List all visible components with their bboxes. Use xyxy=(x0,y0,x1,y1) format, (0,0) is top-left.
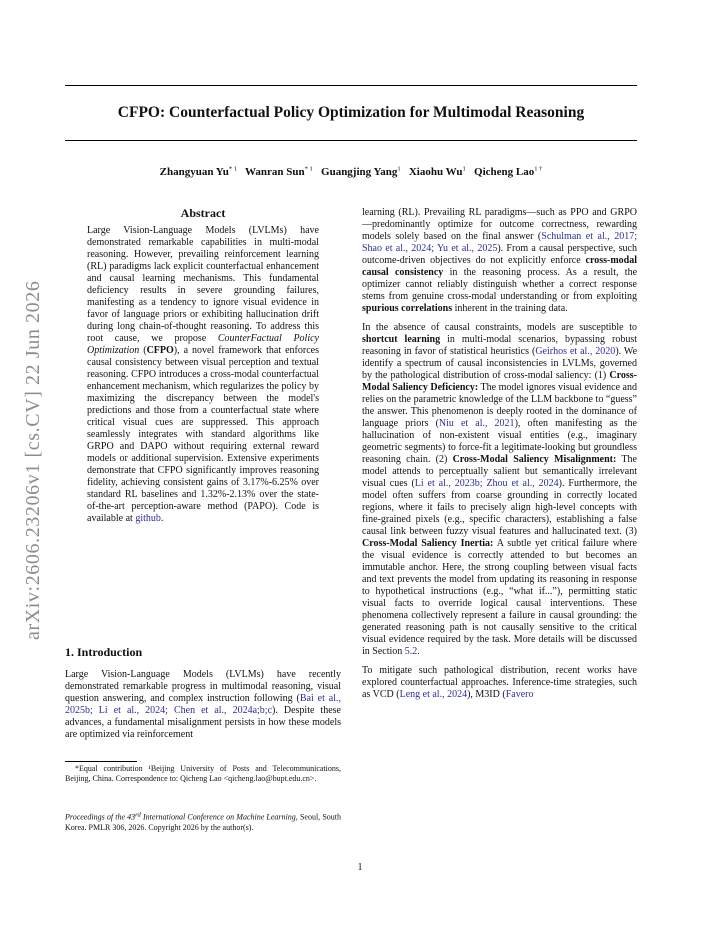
top-rule xyxy=(65,85,637,86)
footnote-rule xyxy=(65,761,137,762)
abstract-section xyxy=(87,207,319,525)
author-list xyxy=(65,165,637,178)
footnote: *Equal contribution ¹Beijing University of Posts and Telecommunications, Beijing, China. Correspondence to: Qicheng Lao <qicheng.lao@bupt.edu.cn>. xyxy=(65,764,341,783)
author: Wanran Sun$^{* 1}$ xyxy=(245,165,313,178)
author: Xiaohu Wu$^1$ xyxy=(408,165,466,178)
citation-link[interactable]: Li et al., 2023b; Zhou et al., 2024 xyxy=(414,478,559,489)
author: Guangjing Yang$^1$ xyxy=(321,165,401,178)
github-link[interactable]: github xyxy=(135,513,161,524)
author: Zhangyuan Yu$^{* 1}$ xyxy=(159,165,237,178)
proceedings-note: Proceedings of the 43rd International Conference on Machine Learning, Seoul, South Korea. PMLR 306, 2026. Copyright 2026 by the author(s). xyxy=(65,811,341,832)
abstract-heading: Abstract xyxy=(180,206,226,220)
citation-link[interactable]: Favero xyxy=(505,689,534,700)
abstract-text: Large Vision-Language Models (LVLMs) have demonstrated remarkable capabilities in multi-modal reasoning. However, prevailing reinforcement learning (RL) paradigms lack explicit counterfactual enhancement and causal learning mechanisms. This fundamental deficiency results in severe grounding failures, manifesting as a tendency to ignore visual evidence in favor of language priors or exhibiting hallucination drift during long chain-of-thought reasoning. To address this root cause, we propose CounterFactual Policy Optimization (CFPO), a novel framework that enforces causal consistency between visual perception and textual reasoning. CFPO introduces a cross-modal counterfactual enhancement mechanism, which regularizes the policy by maximizing the discrepancy between the model's predictions and those from a counterfactual state where critical visual cues are suppressed. This approach seamlessly integrates with standard algorithms like GRPO and DAPO without requiring external reward models or additional supervision. Extensive experiments demonstrate that CFPO significantly improves reasoning fidelity, achieving consistent gains of 3.17%-6.25% over standard RL baselines and 1.32%-2.13% over the state-of-the-art perception-aware method (PAPO). Code is available at github. xyxy=(87,225,319,524)
citation-link[interactable]: Schulman et al., 2017; Shao et al., 2024; Yu et al., 2025 xyxy=(362,231,638,254)
right-column-text xyxy=(362,207,637,708)
paragraph: In the absence of causal constraints, models are susceptible to shortcut learning in multi-modal scenarios, bypassing robust reasoning in favor of statistical heuristics (Geirhos et al., 2020). We identify a spectrum of causal inconsistencies in LVLMs, governed by the pathological distribution of cross-modal saliency: (1) Cross-Modal Saliency Deficiency: The model ignores visual evidence and relies on the parametric knowledge of the LLM backbone to “guess” the answer. This phenomenon is deeply rooted in the dominance of language priors (Niu et al., 2021), often manifesting as the hallucination of non-existent visual entities (e.g., imaginary geometric segments) to force-fit a legitimate-looking but groundless reasoning chain. (2) Cross-Modal Saliency Misalignment: The model attends to perceptually salient but semantically irrelevant visual cues (Li et al., 2023b; Zhou et al., 2024). Furthermore, the model often suffers from coarse grounding in correctly located regions, where it fails to precisely align high-level concepts with fine-grained pixels (e.g., specific characters), establishing a false causal link between fuzzy visual features and hallucinated text. (3) Cross-Modal Saliency Inertia: A subtle yet critical failure where the visual evidence is correctly attended to but becomes an immutable anchor. Here, the strong coupling between visual facts and text prevents the model from updating its reasoning in response to hypothetical instructions (e.g., “what if...”), permitting static visual facts to override logical causal interventions. These phenomena collectively represent a failure in causal grounding: the generated reasoning path is not causally sensitive to the critical visual evidence required by the task. More details will be discussed in Section 5.2. xyxy=(362,322,638,657)
citation-link[interactable]: Niu et al., 2021 xyxy=(438,418,515,429)
page-number: 1 xyxy=(357,862,363,873)
paragraph: To mitigate such pathological distribution, recent works have explored counterfactual approaches. Inference-time strategies, such as VCD (Leng et al., 2024), M3ID (Favero xyxy=(362,665,637,700)
title-bottom-rule xyxy=(65,140,637,141)
paragraph: learning (RL). Prevailing RL paradigms—such as PPO and GRPO—predominantly optimize for outcome correctness, rewarding models solely based on the final answer (Schulman et al., 2017; Shao et al., 2024; Yu et al., 2025). From a causal perspective, such outcome-driven objectives do not explicitly enforce cross-modal causal consistency in the reasoning process. As a result, the optimizer cannot reliably distinguish whether a correct response stems from genuine cross-modal understanding or from exploiting spurious correlations inherent in the training data. xyxy=(362,207,638,314)
section-link[interactable]: 5.2 xyxy=(404,646,418,657)
arxiv-identifier: arXiv:2606.23206v1 [cs.CV] 22 Jun 2026 xyxy=(22,280,44,640)
section-heading-introduction: 1. Introduction xyxy=(65,645,143,659)
paper-title: CFPO: Counterfactual Policy Optimization for Multimodal Reasoning xyxy=(117,104,585,121)
author: Qicheng Lao$^{1 \dagger}$ xyxy=(474,165,543,178)
citation-link[interactable]: Leng et al., 2024 xyxy=(399,689,468,700)
citation-link[interactable]: Bai et al., 2025b; Li et al., 2024; Chen et al., 2024a;b;c xyxy=(65,693,341,716)
citation-link[interactable]: Geirhos et al., 2020 xyxy=(535,346,616,357)
introduction-text: Large Vision-Language Models (LVLMs) have recently demonstrated remarkable progress in multimodal reasoning, visual question answering, and complex instruction following (Bai et al., 2025b; Li et al., 2024; Chen et al., 2024a;b;c). Despite these advances, a fundamental misalignment persists in how these models are optimized via reinforcement xyxy=(65,669,341,740)
